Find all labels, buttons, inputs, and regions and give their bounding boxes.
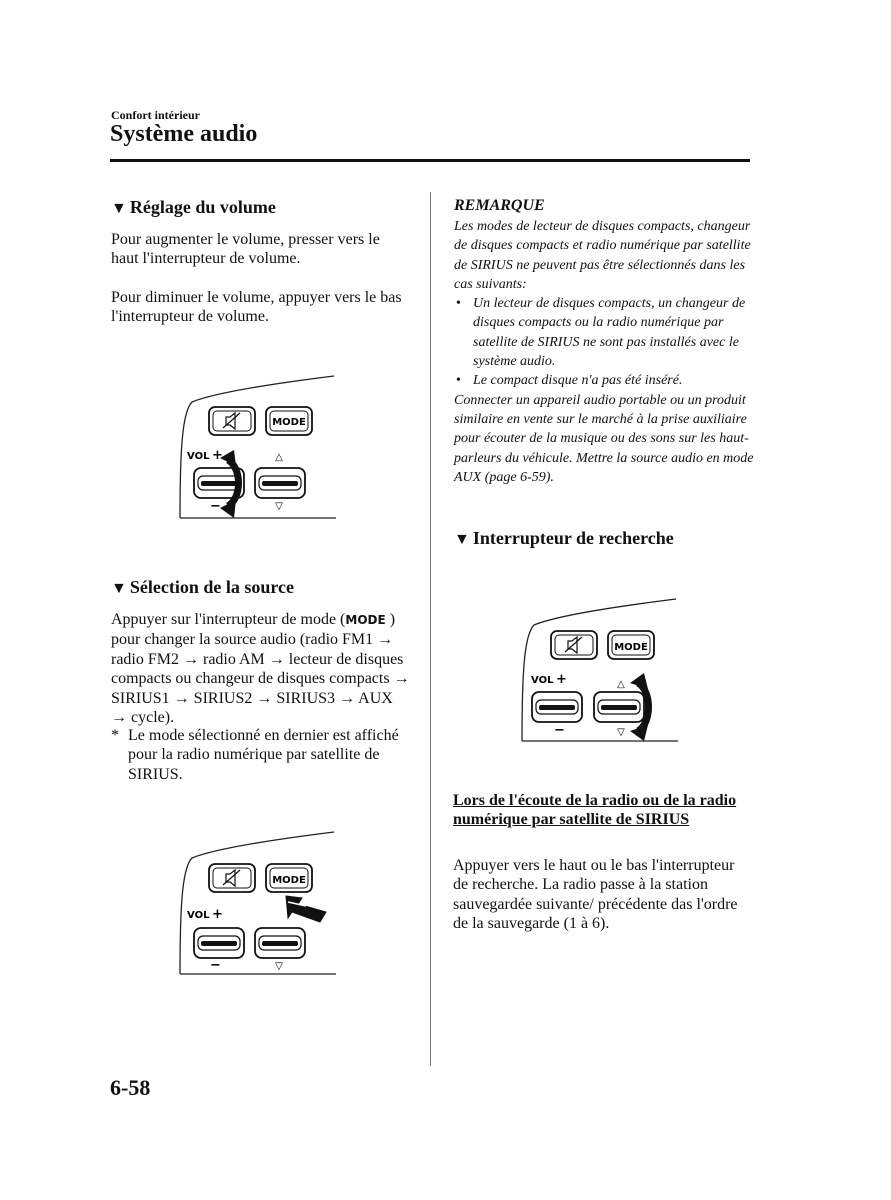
source-footnote: [111, 726, 411, 784]
vol-label: VOL: [187, 910, 210, 921]
section-label: Confort intérieur: [111, 108, 200, 122]
footnote-star: *: [111, 727, 119, 744]
remark-intro: Les modes de lecteur de disques compacts, changeur de disques compacts et radio numérique par satellite de SIRIUS ne peuvent pas être sélectionnés dans les cas suivants:: [454, 219, 751, 292]
figure-seek-switch: [518, 595, 680, 745]
vol-plus-label: +: [212, 907, 223, 922]
seek-down-symbol: ▽: [275, 501, 283, 512]
search-subheading: Lors de l'écoute de la radio ou de la radio numérique par satellite de SIRIUS: [453, 792, 737, 829]
remark-list-item: • Le compact disque n'a pas été inséré.: [454, 371, 754, 390]
mode-button-label: MODE: [614, 642, 648, 653]
heading-search-text: Interrupteur de recherche: [472, 528, 674, 548]
remark-block: [454, 217, 754, 487]
vol-label: VOL: [187, 451, 210, 462]
source-paragraph: [111, 610, 411, 727]
heading-source-text: Sélection de la source: [129, 577, 294, 597]
remark-title: REMARQUE: [454, 197, 545, 214]
vol-minus-label: −: [210, 499, 221, 514]
seek-down-symbol: ▽: [275, 961, 283, 972]
footnote-text: Le mode sélectionné en dernier est affiché pour la radio numérique par satellite de SIRIUS.: [128, 727, 399, 783]
search-paragraph: Appuyer vers le haut ou le bas l'interrupteur de recherche. La radio passe à la station sauvegardée suivante/ précédente das l'ordre de la sauvegarde (1 à 6).: [453, 857, 738, 933]
figure-volume-switch: [176, 372, 338, 522]
seek-up-symbol: △: [617, 679, 625, 690]
vol-minus-label: −: [210, 958, 221, 973]
seek-up-symbol: △: [275, 452, 283, 463]
triangle-marker-icon: ▼: [454, 531, 470, 548]
triangle-marker-icon: ▼: [111, 200, 127, 217]
figure-mode-switch: [176, 828, 338, 978]
vol-minus-label: −: [554, 723, 565, 738]
volume-up-paragraph: Pour augmenter le volume, presser vers le haut l'interrupteur de volume.: [111, 231, 380, 268]
heading-source: [111, 577, 294, 598]
title-rule: [110, 159, 750, 162]
source-text-after: ) pour changer la source audio (radio FM1 → radio FM2 → radio AM → lecteur de disques compacts ou changeur de disques compacts → SIRIUS1 → SIRIUS2 → SIRIUS3 → AUX → cycle).: [111, 611, 410, 727]
mode-button-label: MODE: [272, 417, 306, 428]
page-number: 6-58: [110, 1075, 151, 1100]
seek-down-symbol: ▽: [617, 727, 625, 738]
vol-plus-label: +: [212, 448, 223, 463]
press-arrow-icon: [286, 896, 326, 922]
remark-outro: Connecter un appareil audio portable ou un produit similaire en vente sur le marché à la prise auxiliaire pour écouter de la musique ou des sons sur les haut-parleurs du véhicule. Mettre la source audio en mode AUX (page 6-59).: [454, 392, 754, 485]
mode-symbol-inline: MODE: [345, 613, 386, 627]
triangle-marker-icon: ▼: [111, 580, 127, 597]
page-title: Système audio: [110, 121, 258, 147]
source-paren-open: (: [340, 611, 346, 628]
heading-volume-text: Réglage du volume: [129, 197, 276, 217]
remark-list-item: • Un lecteur de disques compacts, un changeur de disques compacts ou la radio numérique par satellite de SIRIUS ne sont pas installés avec le système audio.: [454, 294, 754, 371]
source-text-before: Appuyer sur l'interrupteur de mode: [111, 611, 337, 628]
vol-plus-label: +: [556, 672, 567, 687]
mode-button-label: MODE: [272, 875, 306, 886]
heading-volume: [111, 197, 276, 218]
vol-label: VOL: [531, 675, 554, 686]
heading-search: [454, 528, 674, 549]
volume-down-paragraph: Pour diminuer le volume, appuyer vers le bas l'interrupteur de volume.: [111, 289, 402, 326]
remark-list: [454, 294, 754, 390]
column-divider: [430, 192, 431, 1066]
